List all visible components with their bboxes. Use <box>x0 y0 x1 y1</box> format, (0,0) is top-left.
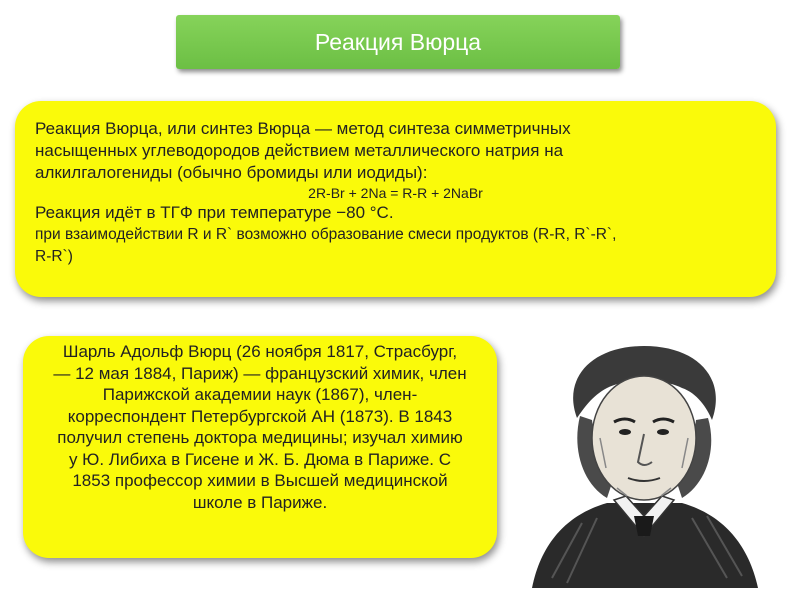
portrait-left-eye <box>619 429 631 435</box>
reaction-description-card <box>15 101 776 297</box>
description-line: Реакция идёт в ТГФ при температуре −80 °C. <box>35 203 394 222</box>
reaction-formula: 2R-Br + 2Na = R-R + 2NaBr <box>308 185 483 201</box>
slide-title-text: Реакция Вюрца <box>314 28 482 55</box>
wurtz-portrait-image <box>522 338 766 588</box>
portrait-right-eye <box>657 429 669 435</box>
description-line: при взаимодействии R и R` возможно образование смеси продуктов (R-R, R`-R`, <box>35 226 617 243</box>
slide-title <box>176 15 620 69</box>
description-line: R-R`) <box>35 248 73 265</box>
description-line: Реакция Вюрца, или синтез Вюрца — метод синтеза симметричных <box>35 119 571 138</box>
description-line: насыщенных углеводородов действием металлического натрия на <box>35 141 564 160</box>
biography-card <box>23 336 497 558</box>
biography-text: Шарль Адольф Вюрц (26 ноября 1817, Страсбург, — 12 мая 1884, Париж) — французский химик, член Парижской академии наук (1867), член-корреспондент Петербургской АН (1873). В 1843 получил степень доктора медицины; изучал химию у Ю. Либиха в Гисене и Ж. Б. Дюма в Париже. С 1853 профессор химии в Высшей медицинской школе в Париже. <box>53 342 467 512</box>
description-line: алкилгалогениды (обычно бромиды или иодиды): <box>35 163 428 182</box>
